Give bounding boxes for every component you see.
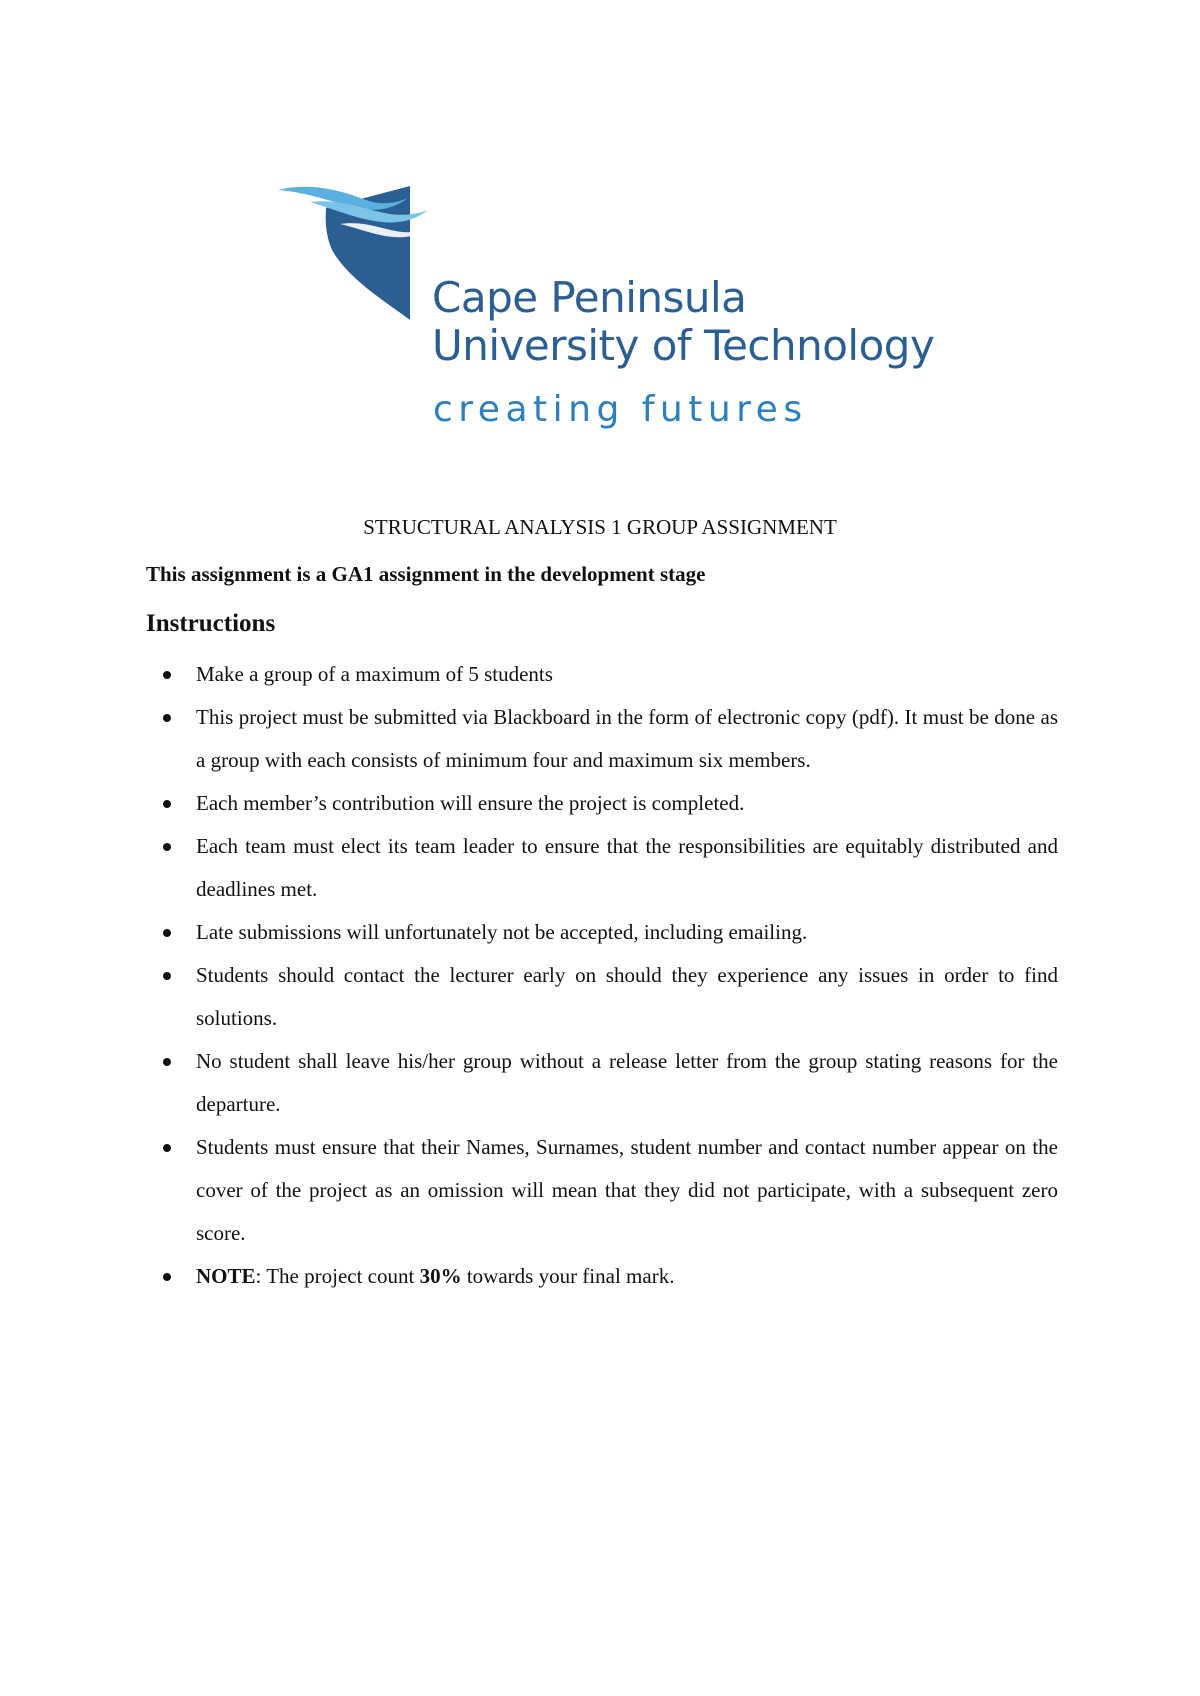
- list-item-text: No student shall leave his/her group without a release letter from the group stating reasons for the departure.: [196, 1049, 1058, 1116]
- list-item-text: Each team must elect its team leader to ensure that the responsibilities are equitably distributed and deadlines met.: [196, 834, 1058, 901]
- list-item: [196, 782, 1058, 825]
- list-item: [196, 825, 1058, 911]
- bullet-icon: [163, 929, 171, 937]
- note-label: NOTE: [196, 1264, 256, 1288]
- bullet-icon: [163, 800, 171, 808]
- bullet-icon: [163, 671, 171, 679]
- list-item: [196, 911, 1058, 954]
- note-percent: 30%: [419, 1264, 462, 1288]
- note-text-b: towards your final mark.: [461, 1264, 675, 1288]
- list-item-text: Late submissions will unfortunately not be accepted, including emailing.: [196, 920, 808, 944]
- list-item-text: This project must be submitted via Blackboard in the form of electronic copy (pdf). It must be done as a group with each consists of minimum four and maximum six members.: [196, 705, 1058, 772]
- bullet-icon: [163, 972, 171, 980]
- bullet-icon: [163, 1058, 171, 1066]
- bullet-icon: [163, 1144, 171, 1152]
- list-item-text: Make a group of a maximum of 5 students: [196, 662, 553, 686]
- list-item-text: Students must ensure that their Names, Surnames, student number and contact number appear on the cover of the project as an omission will mean that they did not participate, with a subsequent zero score.: [196, 1135, 1058, 1245]
- logo-line-1: Cape Peninsula: [432, 273, 747, 322]
- document-subtitle: This assignment is a GA1 assignment in the development stage: [146, 562, 706, 586]
- instructions-heading: Instructions: [146, 610, 276, 637]
- bullet-icon: [163, 1273, 171, 1281]
- bullet-icon: [163, 714, 171, 722]
- list-item: [196, 653, 1058, 696]
- logo-tagline: creating futures: [433, 389, 808, 430]
- instructions-list: [196, 653, 1058, 1298]
- logo-emblem-icon: [270, 180, 430, 320]
- note-text-a: : The project count: [255, 1264, 420, 1288]
- list-item-text: Each member’s contribution will ensure the project is completed.: [196, 791, 745, 815]
- document-title: STRUCTURAL ANALYSIS 1 GROUP ASSIGNMENT: [363, 515, 837, 539]
- list-item: [196, 954, 1058, 1040]
- list-item: [196, 1040, 1058, 1126]
- list-item-note: [196, 1255, 1058, 1298]
- bullet-icon: [163, 843, 171, 851]
- list-item-text: Students should contact the lecturer early on should they experience any issues in order to find solutions.: [196, 963, 1058, 1030]
- logo-line-2: University of Technology: [432, 321, 935, 370]
- list-item: [196, 1126, 1058, 1255]
- list-item: [196, 696, 1058, 782]
- university-logo: [270, 180, 935, 450]
